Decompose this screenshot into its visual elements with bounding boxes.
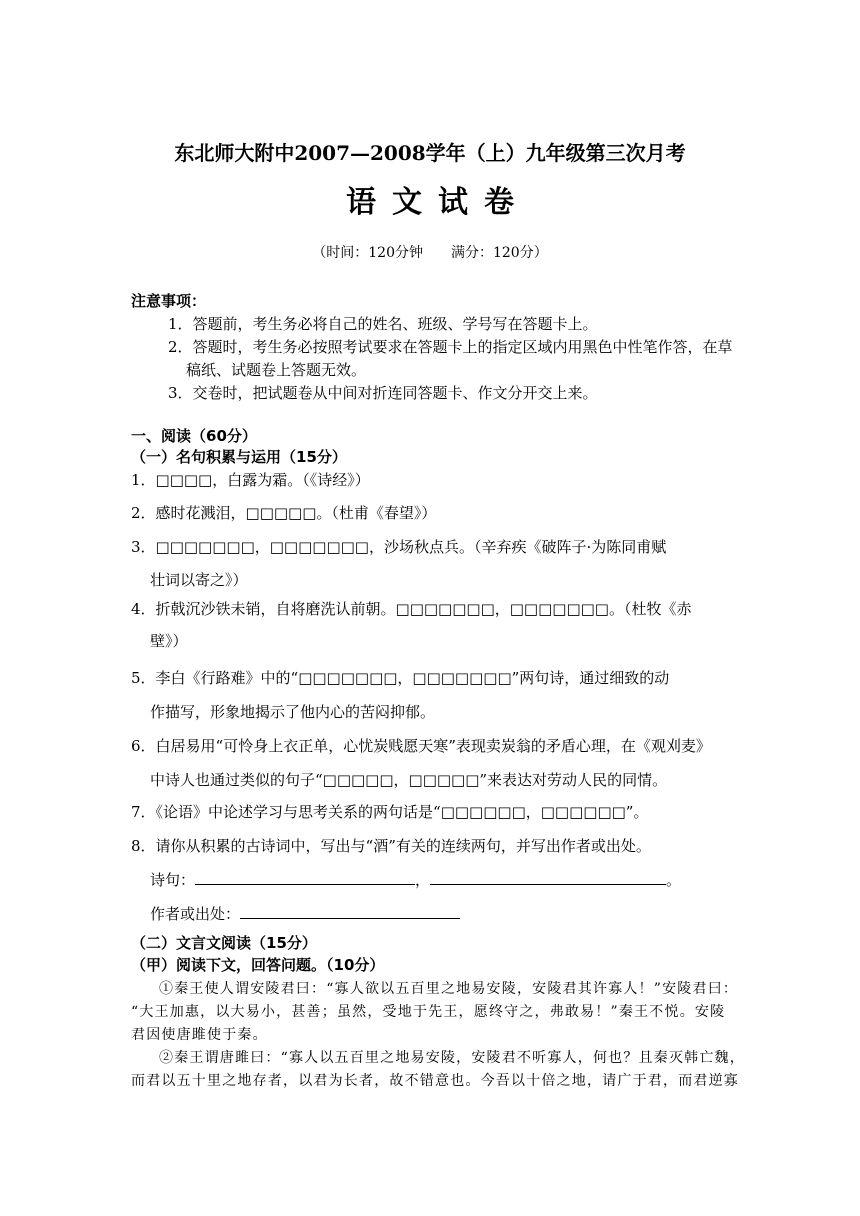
question-8: 8．请你从积累的古诗词中，写出与“酒”有关的连续两句，并写出作者或出处。 [131, 837, 651, 855]
question-3-cont: 壮词以寄之》） [150, 571, 248, 589]
exam-meta: （时间：120分钟 满分：120分） [312, 245, 548, 261]
poem-line-1-blank[interactable] [195, 870, 415, 885]
question-4: 4．折戟沉沙铁未销，自将磨洗认前朝。□□□□□□□，□□□□□□□。（杜牧《赤 [131, 600, 692, 618]
notice-item-2: 2．答题时，考生务必按照考试要求在答题卡上的指定区域内用黑色中性笔作答，在草 [168, 338, 733, 356]
section2-heading: （二）文言文阅读（15分） [131, 934, 317, 952]
notice-heading: 注意事项： [131, 292, 207, 310]
author-label: 作者或出处： [150, 905, 241, 923]
section1-heading: 一、阅读（60分） [131, 427, 257, 445]
exam-subject: 语文试卷 [346, 185, 530, 220]
poem-label: 诗句： [150, 871, 196, 889]
question-4-cont: 壁》） [150, 632, 188, 650]
poem-period: 。 [666, 871, 682, 889]
question-5: 5．李白《行路难》中的“□□□□□□□，□□□□□□□”两句诗，通过细致的动 [131, 669, 670, 687]
question-7: 7．《论语》中论述学习与思考关系的两句话是“□□□□□□，□□□□□□”。 [131, 803, 649, 821]
question-2: 2．感时花溅泪，□□□□□。（杜甫《春望》） [131, 504, 437, 522]
question-5-cont: 作描写，形象地揭示了他内心的苦闷抑郁。 [150, 703, 436, 721]
author-blank[interactable] [240, 904, 460, 919]
classical-para-1: ①秦王使人谓安陵君曰：“寡人欲以五百里之地易安陵，安陵君其许寡人！”安陵君曰： [159, 981, 739, 997]
section2-sub-heading: （甲）阅读下文，回答问题。（10分） [131, 956, 385, 974]
notice-item-3: 3．交卷时，把试题卷从中间对折连同答题卡、作文分开交上来。 [168, 384, 598, 402]
classical-para-1-line-3: 君因使唐雎使于秦。 [131, 1027, 268, 1043]
poem-answer-row [150, 869, 681, 890]
classical-para-2-line-2: 而君以五十里之地存者，以君为长者，故不错意也。今吾以十倍之地，请广于君，而君逆寡 [131, 1073, 739, 1089]
question-1: 1．□□□□，白露为霜。（《诗经》） [131, 471, 370, 489]
question-3: 3．□□□□□□□，□□□□□□□，沙场秋点兵。（辛弃疾《破阵子·为陈同甫赋 [131, 538, 667, 556]
classical-para-2: ②秦王谓唐雎曰：“寡人以五百里之地易安陵，安陵君不听寡人，何也？且秦灭韩亡魏， [159, 1050, 745, 1066]
author-answer-row [150, 903, 460, 924]
part1-heading: （一）名句积累与运用（15分） [131, 448, 347, 466]
notice-item-1: 1．答题前，考生务必将自己的姓名、班级、学号写在答题卡上。 [168, 315, 598, 333]
question-6-cont: 中诗人也通过类似的句子“□□□□□，□□□□□”来表达对劳动人民的同情。 [150, 771, 668, 789]
poem-comma: ， [415, 871, 431, 889]
poem-line-2-blank[interactable] [430, 870, 666, 885]
classical-para-1-line-2: “大王加惠，以大易小，甚善；虽然，受地于先王，愿终守之，弗敢易！”秦王不悦。安陵 [131, 1004, 726, 1020]
question-6: 6．白居易用“可怜身上衣正单，心忧炭贱愿天寒”表现卖炭翁的矛盾心理，在《观刈麦》 [131, 737, 711, 755]
exam-title: 东北师大附中2007—2008学年（上）九年级第三次月考 [174, 141, 686, 165]
notice-item-2-cont: 稿纸、试题卷上答题无效。 [186, 361, 367, 379]
